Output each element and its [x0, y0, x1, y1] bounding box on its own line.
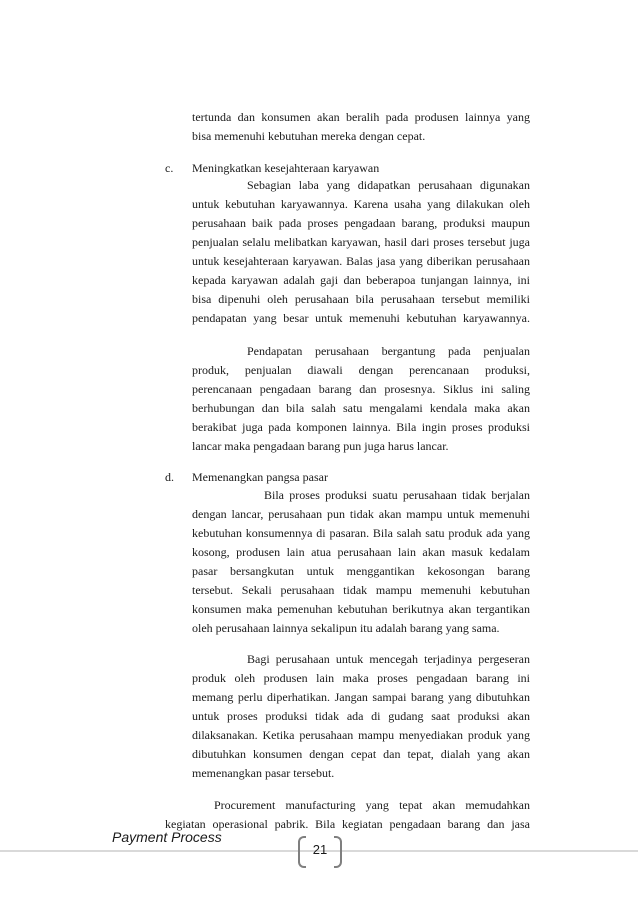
text-line: produk oleh produsen lain maka proses pengadaan barang ini	[192, 671, 530, 685]
text-line: kosong, produsen lain atua perusahaan lain akan masuk kedalam	[192, 545, 530, 559]
text-line: untuk kebutuhan karyawannya. Karena usaha yang dilakukan oleh	[192, 197, 530, 211]
text-line: penjualan selalu melibatkan karyawan, hasil dari proses tersebut juga	[192, 235, 530, 249]
text-line: Bagi perusahaan untuk mencegah terjadinya pergeseran	[247, 652, 530, 666]
text-line: Sebagian laba yang didapatkan perusahaan digunakan	[247, 178, 530, 192]
page-number: 21	[312, 842, 328, 857]
text-line: Procurement manufacturing yang tepat akan memudahkan	[214, 798, 530, 812]
text-line: Pendapatan perusahaan bergantung pada penjualan	[247, 344, 530, 358]
text-line: kepada karyawan adalah gaji dan beberapoa tunjangan lainnya, ini	[192, 273, 530, 287]
text-line: perusahaan baik pada proses pengadaan barang, produksi maupun	[192, 216, 530, 230]
text-line: tersebut. Sekali perusahaan tidak mampu memenuhi kebutuhan	[192, 583, 530, 597]
text-line: bisa memenuhi kebutuhan mereka dengan cepat.	[192, 129, 426, 143]
text-line: memang perlu diperhatikan. Jangan sampai barang yang dibutuhkan	[192, 690, 530, 704]
list-heading: Memenangkan pangsa pasar	[192, 470, 328, 484]
text-line: dilaksanakan. Ketika perusahaan mampu menyediakan produk yang	[192, 728, 530, 742]
text-line: dibutuhkan konsumen dengan cepat dan tepat, dialah yang akan	[192, 747, 530, 761]
text-line: pendapatan yang besar untuk memenuhi kebutuhan karyawannya.	[192, 311, 530, 325]
text-line: berakibat juga pada komponen lainnya. Bila ingin proses produksi	[192, 420, 530, 434]
footer-title: Payment Process	[112, 829, 222, 845]
text-line: pasar bersangkutan untuk menggantikan kekosongan barang	[192, 564, 530, 578]
text-line: berhubungan dan bila salah satu mengalami kendala maka akan	[192, 401, 530, 415]
list-marker: d.	[165, 470, 174, 484]
list-heading: Meningkatkan kesejahteraan karyawan	[192, 161, 380, 175]
page-number-box	[298, 836, 342, 866]
text-line: konsumen maka pemenuhan kebutuhan berikutnya akan tergantikan	[192, 602, 530, 616]
text-line: dengan lancar, perusahaan pun tidak akan mampu untuk memenuhi	[192, 507, 530, 521]
text-line: memenangkan pasar tersebut.	[192, 766, 335, 780]
text-line: produk, penjualan diawali dengan perencanaan produksi,	[192, 363, 530, 377]
text-line: oleh perusahaan lainnya sekalipun itu adalah barang yang sama.	[192, 621, 500, 635]
text-line: bisa dipenuhi oleh perusahaan bila perusahaan tersebut memiliki	[192, 292, 530, 306]
text-line: untuk kesejahteraan karyawan. Balas jasa yang diberikan perusahaan	[192, 254, 530, 268]
text-line: Bila proses produksi suatu perusahaan tidak berjalan	[264, 488, 530, 502]
text-line: perencanaan pengadaan barang dan prosesnya. Siklus ini saling	[192, 382, 530, 396]
text-line: kebutuhan konsumennya di pasaran. Bila salah satu produk ada yang	[192, 526, 530, 540]
text-line: kegiatan operasional pabrik. Bila kegiatan pengadaan barang dan jasa	[165, 817, 530, 831]
text-line: tertunda dan konsumen akan beralih pada produsen lainnya yang	[192, 110, 530, 124]
text-line: lancar maka pengadaan barang pun juga harus lancar.	[192, 439, 449, 453]
text-line: untuk proses produksi tidak ada di gudang saat produksi akan	[192, 709, 530, 723]
list-marker: c.	[165, 161, 174, 175]
